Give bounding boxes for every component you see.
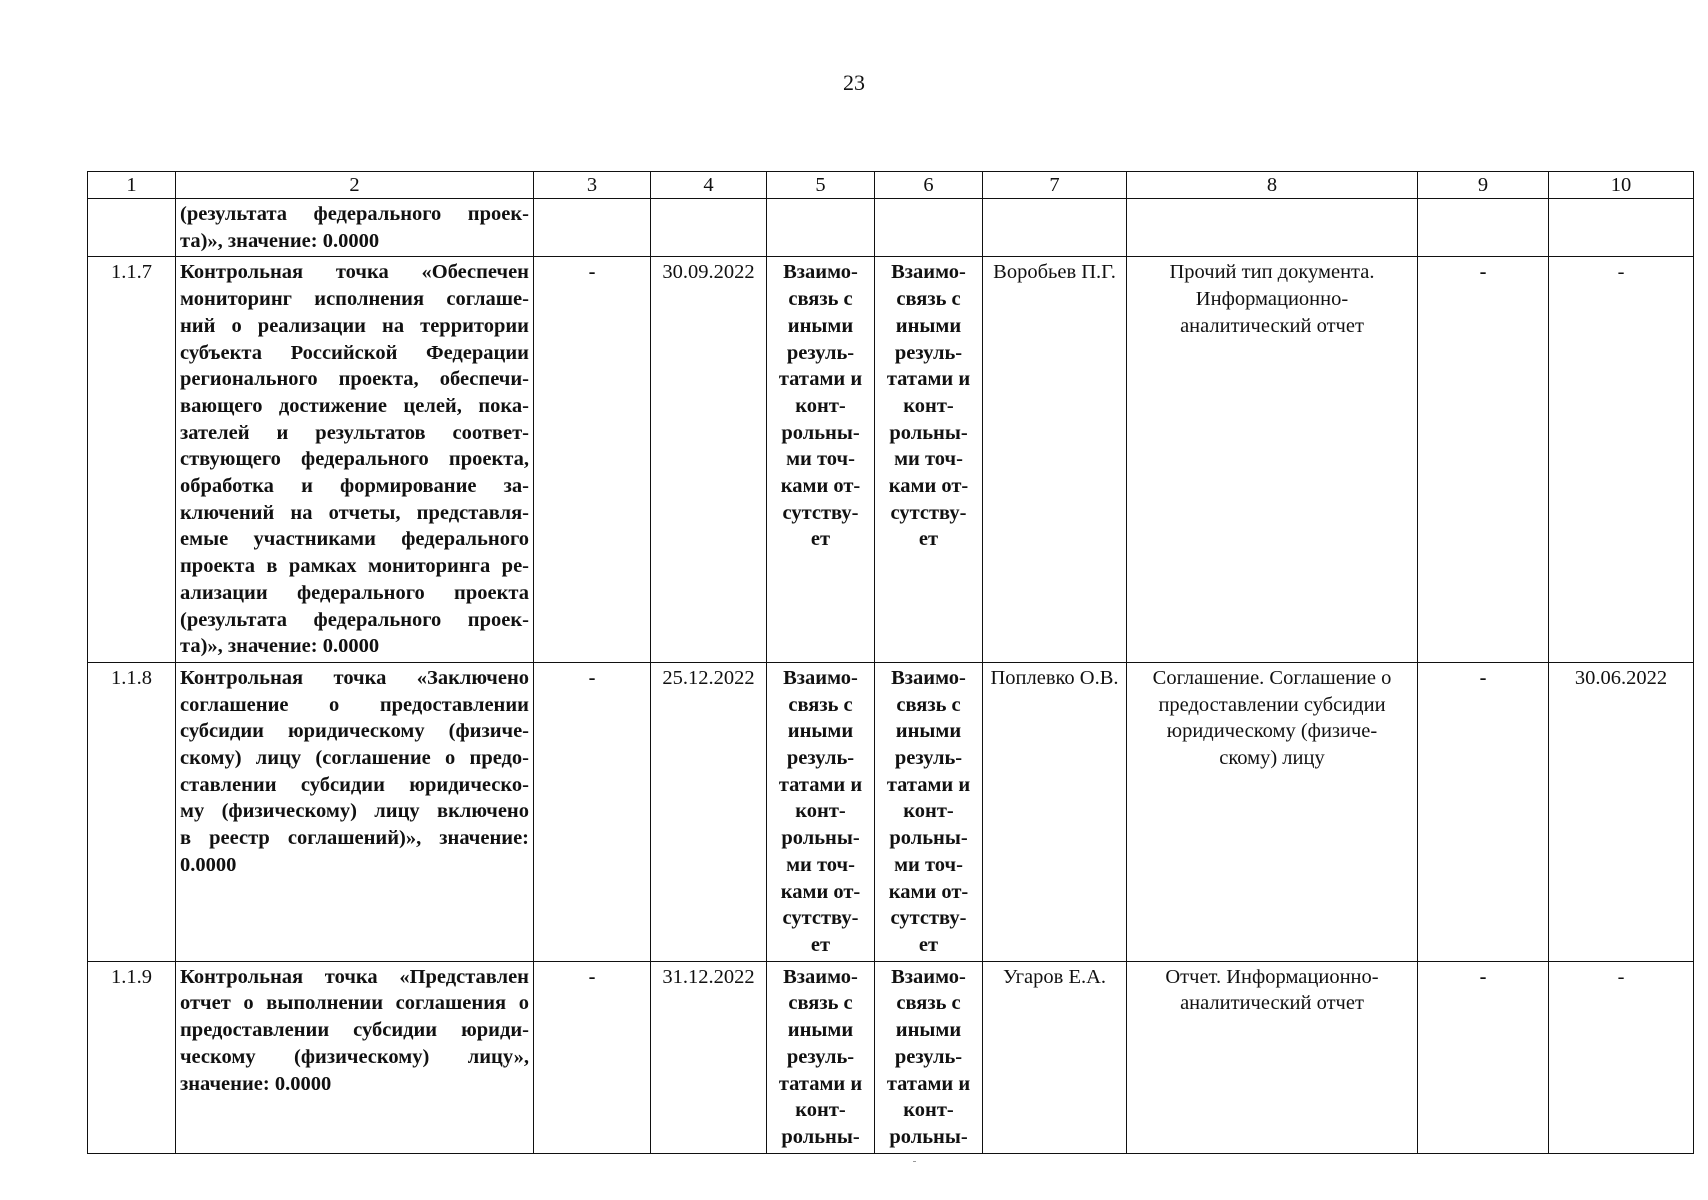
column-number-5: 5: [767, 172, 875, 199]
description-line: Контрольная точка «Заключено: [180, 666, 529, 689]
description-line: ствующего федерального проекта,: [180, 448, 529, 471]
column-number-row: [88, 172, 1694, 199]
document-type-line: аналитический отчет: [1180, 992, 1364, 1015]
document-type: [1127, 257, 1418, 663]
relation-previous-line: ет: [810, 528, 831, 551]
relation-previous-line: татами и: [778, 1072, 863, 1095]
table-row: [88, 961, 1694, 1153]
relation-previous-line: сутству-: [782, 501, 859, 524]
relation-previous-line: Взаимо-: [783, 261, 858, 284]
empty-cell: [1127, 199, 1418, 257]
relation-next-line: связь с: [896, 992, 961, 1015]
description-line: (результата федерального проек-: [180, 203, 529, 225]
relation-next-line: Взаимо-: [891, 666, 966, 689]
relation-next-line: связь с: [896, 288, 961, 311]
description-line: значение: 0.0000: [180, 1072, 332, 1095]
relation-next-line: рольны-: [889, 1125, 968, 1148]
document-type-line: Прочий тип документа.: [1169, 261, 1375, 284]
empty-cell: [651, 199, 767, 257]
description-line: Контрольная точка «Обеспечен: [180, 261, 529, 284]
row-number: 1.1.8: [88, 662, 176, 961]
relation-next-line: ками от-: [888, 880, 969, 903]
relation-next-line: ми точ-: [894, 853, 963, 876]
description-line: субъекта Российской Федерации: [180, 341, 529, 364]
deadline-date: 30.09.2022: [651, 257, 767, 663]
description-line: Контрольная точка «Представлен: [180, 965, 529, 988]
page-number: 23: [843, 70, 865, 95]
column-9-value: -: [1418, 257, 1549, 663]
relation-previous: [767, 961, 875, 1153]
relation-previous-line: конт-: [795, 800, 846, 823]
column-number-3: 3: [534, 172, 651, 199]
description-line: (результата федерального проек-: [180, 608, 529, 631]
description-line: регионального проекта, обеспечи-: [180, 368, 529, 391]
description-line: соглашение о предоставлении: [180, 693, 529, 716]
document-type-line: Соглашение. Соглашение о: [1152, 666, 1392, 689]
relation-previous-line: конт-: [795, 394, 846, 417]
description-line: зателей и результатов соответ-: [180, 421, 529, 444]
relation-next-line: татами и: [886, 773, 971, 796]
empty-cell: [534, 199, 651, 257]
column-9-value: -: [1418, 662, 1549, 961]
relation-next-line: резуль-: [894, 1045, 963, 1068]
relation-previous-line: рольны-: [781, 421, 860, 444]
column-10-value: 30.06.2022: [1549, 662, 1694, 961]
relation-previous-line: ет: [810, 933, 831, 956]
relation-next-line: рольны-: [889, 421, 968, 444]
relation-next-line: ками от-: [888, 475, 969, 498]
relation-previous-line: иными: [787, 314, 854, 337]
relation-previous-line: татами и: [778, 368, 863, 391]
relation-next-line: сутству-: [890, 501, 967, 524]
responsible-person: Воробьев П.Г.: [983, 257, 1127, 663]
description: [176, 961, 534, 1153]
document-type-line: скому) лицу: [1219, 747, 1325, 770]
column-number-10: 10: [1549, 172, 1694, 199]
description-line: вающего достижение целей, пока-: [180, 394, 529, 417]
relation-previous-line: связь с: [788, 693, 853, 716]
description-line: ний о реализации на территории: [180, 314, 529, 337]
document-type-line: юридическому (физиче-: [1166, 720, 1378, 743]
column-number-2: 2: [176, 172, 534, 199]
deadline-date: 31.12.2022: [651, 961, 767, 1153]
description: [176, 662, 534, 961]
empty-cell: [1549, 199, 1694, 257]
relation-previous-line: резуль-: [786, 341, 855, 364]
description-line: субсидии юридическому (физиче-: [180, 720, 529, 743]
relation-next-line: конт-: [903, 1099, 954, 1122]
description-line: предоставлении субсидии юриди-: [180, 1019, 529, 1042]
relation-next: [875, 961, 983, 1153]
column-10-value: -: [1549, 257, 1694, 663]
relation-previous: [767, 257, 875, 663]
column-3-value: -: [534, 961, 651, 1153]
control-points-table: [87, 171, 1694, 1154]
description-line: та)», значение: 0.0000: [180, 229, 380, 252]
table-row: [88, 662, 1694, 961]
relation-next-line: татами и: [886, 368, 971, 391]
description-line: проекта в рамках мониторинга ре-: [180, 555, 529, 578]
relation-previous-line: связь с: [788, 992, 853, 1015]
column-3-value: -: [534, 662, 651, 961]
description-line: обработка и формирование за-: [180, 475, 529, 498]
relation-next-line: иными: [895, 314, 962, 337]
relation-previous-line: ми точ-: [786, 448, 855, 471]
column-3-value: -: [534, 257, 651, 663]
description-line: ключений на отчеты, представля-: [180, 501, 529, 524]
relation-next: [875, 662, 983, 961]
relation-previous-line: иными: [787, 720, 854, 743]
description-line: ставлении субсидии юридическо-: [180, 773, 529, 796]
document-type-line: аналитический отчет: [1180, 314, 1364, 337]
document-type-line: Информационно-: [1195, 288, 1349, 311]
relation-previous-line: резуль-: [786, 1045, 855, 1068]
column-number-4: 4: [651, 172, 767, 199]
relation-next-line: рольны-: [889, 827, 968, 850]
description-line: в реестр соглашений)», значение:: [180, 827, 529, 850]
description-line: скому) лицу (соглашение о предо-: [180, 747, 529, 770]
relation-next-line: резуль-: [894, 341, 963, 364]
relation-previous-line: конт-: [795, 1099, 846, 1122]
relation-previous-line: ками от-: [780, 880, 861, 903]
continuation-num-cell: [88, 199, 176, 257]
row-number: 1.1.9: [88, 961, 176, 1153]
table-row: [88, 257, 1694, 663]
empty-cell: [983, 199, 1127, 257]
relation-previous: [767, 662, 875, 961]
document-type: [1127, 961, 1418, 1153]
relation-next-line: ет: [918, 933, 939, 956]
description-line: 0.0000: [180, 853, 237, 876]
description-line: му (физическому) лицу включено: [180, 800, 529, 823]
responsible-person: Угаров Е.А.: [983, 961, 1127, 1153]
continuation-description: [176, 199, 534, 257]
column-number-8: 8: [1127, 172, 1418, 199]
relation-next-line: Взаимо-: [891, 261, 966, 284]
column-number-9: 9: [1418, 172, 1549, 199]
relation-next-line: резуль-: [894, 747, 963, 770]
relation-next-line: конт-: [903, 394, 954, 417]
relation-next-line: иными: [895, 720, 962, 743]
relation-previous-line: рольны-: [781, 1125, 860, 1148]
description-line: та)», значение: 0.0000: [180, 635, 380, 658]
column-number-7: 7: [983, 172, 1127, 199]
deadline-date: 25.12.2022: [651, 662, 767, 961]
document-type: [1127, 662, 1418, 961]
relation-previous-line: резуль-: [786, 747, 855, 770]
description-line: отчет о выполнении соглашения о: [180, 992, 529, 1015]
document-type-line: Отчет. Информационно-: [1165, 965, 1379, 988]
description-line: ческому (физическому) лицу»,: [180, 1045, 529, 1068]
relation-previous-line: Взаимо-: [783, 965, 858, 988]
continuation-row: [88, 199, 1694, 257]
relation-next-line: ет: [918, 528, 939, 551]
relation-previous-line: ми точ-: [786, 853, 855, 876]
description-line: мониторинг исполнения соглаше-: [180, 288, 529, 311]
relation-previous-line: сутству-: [782, 907, 859, 930]
column-9-value: -: [1418, 961, 1549, 1153]
description-line: емые участниками федерального: [180, 528, 529, 551]
column-10-value: -: [1549, 961, 1694, 1153]
relation-next: [875, 257, 983, 663]
column-number-6: 6: [875, 172, 983, 199]
relation-previous-line: иными: [787, 1019, 854, 1042]
column-number-1: 1: [88, 172, 176, 199]
relation-previous-line: Взаимо-: [783, 666, 858, 689]
empty-cell: [1418, 199, 1549, 257]
relation-next-line: конт-: [903, 800, 954, 823]
description-line: ализации федерального проекта: [180, 581, 529, 604]
relation-previous-line: связь с: [788, 288, 853, 311]
relation-previous-line: ками от-: [780, 475, 861, 498]
relation-next-line: иными: [895, 1019, 962, 1042]
empty-cell: [875, 199, 983, 257]
relation-next-line: ми точ-: [894, 448, 963, 471]
relation-previous-line: рольны-: [781, 827, 860, 850]
relation-previous-line: татами и: [778, 773, 863, 796]
relation-next-line: сутству-: [890, 907, 967, 930]
responsible-person: Поплевко О.В.: [983, 662, 1127, 961]
description: [176, 257, 534, 663]
scan-speck: [913, 1161, 916, 1162]
empty-cell: [767, 199, 875, 257]
relation-next-line: связь с: [896, 693, 961, 716]
row-number: 1.1.7: [88, 257, 176, 663]
relation-next-line: татами и: [886, 1072, 971, 1095]
document-type-line: предоставлении субсидии: [1158, 693, 1386, 716]
relation-next-line: Взаимо-: [891, 965, 966, 988]
